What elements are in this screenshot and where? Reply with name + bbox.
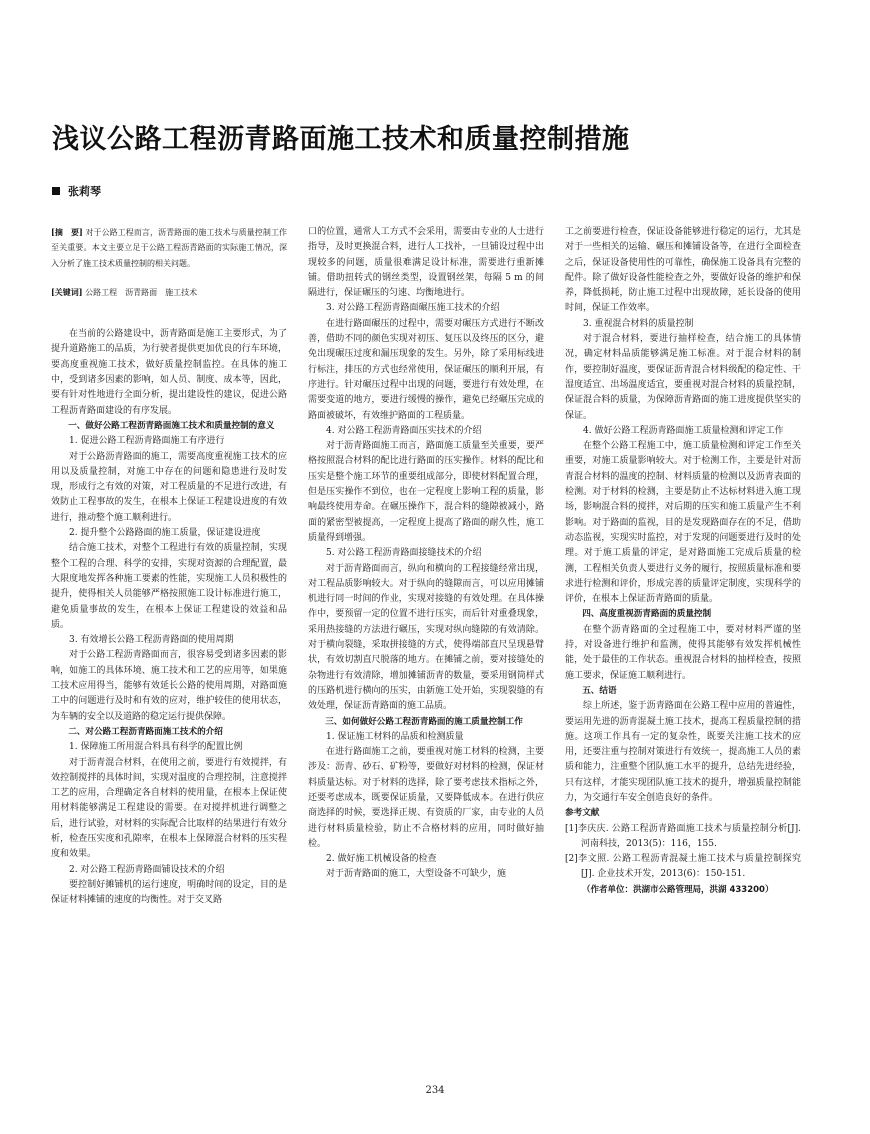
article-author [52, 183, 101, 199]
section-heading: 五、结语 [582, 685, 617, 696]
paragraph: 对于沥青路面施工而言，路面施工质量至关重要，要严格按照混合材料的配比进行路面的压实操作。材料的配比和压实是整个施工环节的重要组成部分，即使材料配置合理，但是压实操作不到位，也在一定程度上影响工程的质量，影响最终使用寿命。在碾压操作下，混合料的缝隙被减小，路面的紧密型被提高，一定程度上提高了路面的耐久性，施工质量得到增强。 [308, 441, 544, 543]
subsection-heading: 3. 对公路工程沥青路面碾压施工技术的介绍 [326, 303, 500, 314]
subsection-heading: 3. 重视混合材料的质量控制 [583, 318, 694, 329]
paragraph: 口的位置，通常人工方式不会采用，需要由专业的人士进行指导，及时更换混合料，进行人工找补，一旦铺设过程中出现较多的问题，质量很难满足设计标准，需要进行重新摊铺。借助扭转式的钢丝类型，设置钢丝架，每隔 5 m 的间隔进行，保证碾压的匀速、均衡地进行。 [308, 227, 544, 299]
paragraph: 要控制好摊铺机的运行速度，明确时间的设定，目的是保证材料摊铺的速度的均衡性。对于交叉路 [51, 879, 287, 906]
subsection-heading: 5. 对公路工程沥青路面接缝技术的介绍 [326, 548, 482, 559]
reference-item: [2]李文照. 公路工程沥青混凝土施工技术与质量控制探究[J]. 企业技术开发，2013(6)：150-151. [565, 854, 801, 880]
paragraph: 结合施工技术，对整个工程进行有效的质量控制，实现整个工程的合理、科学的安排，实现对资源的合理配置，最大限度地发挥各种施工要素的性能，实现施工人员积极性的提升，使得相关人员能够严格按照施工设计标准进行施工，避免质量事故的发生，在根本上保证工程建设的效益和品质。 [51, 543, 287, 630]
references-heading: 参考文献 [565, 808, 600, 819]
subsection-heading: 4. 做好公路工程沥青路面施工质量检测和评定工作 [583, 425, 784, 436]
subsection-heading: 1. 促进公路工程沥青路面施工有序进行 [69, 436, 225, 447]
article-title: 浅议公路工程沥青路面施工技术和质量控制措施 [52, 124, 630, 155]
keywords-label: [关键词] [51, 286, 83, 297]
paragraph: 在整个公路工程施工中，施工质量检测和评定工作至关重要，对施工质量影响较大。对于检测工作，主要是针对沥青混合材料的温度的控制、材料质量的检测以及沥青表面的检测。对于材料的检测，主要是防止不达标材料进入施工现场，影响混合料的搅拌，对后期的压实和施工质量产生不利影响。对于路面的监视，目的是发现路面存在的不足，借助动态监视，实现实时监控，对于发现的问题要进行及时的处理。对于施工质量的评定，是对路面施工完成后质量的检测，工程相关负责人要进行义务的履行，按照质量标准和要求进行检测和评价，形成完善的质量评定制度，实现科学的评价，在根本上保证沥青路面的质量。 [565, 441, 801, 605]
section-heading: 四、高度重视沥青路面的质量控制 [582, 609, 712, 620]
paragraph: 对于沥青混合材料，在使用之前，要进行有效搅拌，有效控制搅拌的具体时间，实现对温度的合理控制，注意搅拌工艺的应用，合理确定各自材料的使用量，在根本上保证使用材料能够满足工程建设的需要。在对搅拌机进行调整之后，进行试验，对材料的实际配合比取样的结果进行有效分析，检查压实度和孔隙率，在根本上保障混合材料的压实程度和效果。 [51, 757, 287, 860]
author-name: 张莉琴 [68, 185, 101, 198]
author-affiliation: （作者单位：洪湖市公路管理局，洪湖 433200） [582, 884, 774, 895]
paragraph: 综上所述，鉴于沥青路面在公路工程中应用的普遍性，要运用先进的沥青混凝土施工技术，提高工程质量控制的措施。这项工作具有一定的复杂性，既要关注施工技术的应用，还要注重与控制对策进行有效统一，提高施工人员的素质和能力，注重整个团队施工水平的提升，总结先进经验，只有这样，才能实现团队施工技术的提升，增强质量控制能力，为交通行车安全创造良好的条件。 [565, 701, 801, 803]
paragraph: 在当前的公路建设中，沥青路面是施工主要形式，为了提升道路施工的品质，为行驶者提供更加优良的行车环境，要高度重视施工技术，做好质量控制监控。在具体的施工中，受到诸多因素的影响，如人员、制度、成本等，因此，要有针对性地进行全面分析，提出建设性的建议，促进公路工程沥青路面建设的有序发展。 [51, 329, 287, 416]
paragraph: 对于沥青路面而言，纵向和横向的工程接缝经常出现，对工程品质影响较大。对于纵向的缝隙而言，可以应用摊铺机进行同一时间的作业，实现对接缝的有效处理。在具体操作中，要预留一定的位置不进行压实，而后针对重叠现象，采用热接缝的方法进行碾压，实现对纵向缝隙的有效清除。对于横向裂缝，采取拼接缝的方式，使得端部直尺呈现悬臂状，有效切割直尺脱落的地方。在摊铺之前，要对接缝处的杂物进行有效清除，增加摊铺沥青的数量，要采用钢筒样式的压路机进行横向的压实，由新施工处开始，实现裂缝的有效处理，保证沥青路面的施工品质。 [308, 563, 544, 712]
text-column-2 [308, 225, 544, 883]
subsection-heading: 2. 对公路工程沥青路面铺设技术的介绍 [69, 864, 225, 875]
author-bullet-icon [52, 187, 60, 195]
paragraph: 工之前要进行检查，保证设备能够进行稳定的运行，尤其是对于一些相关的运输、碾压和摊铺设备等，在进行全面检查之后，保证设备使用性的可靠性，确保施工设备具有完整的配件。除了做好设备性能检查之外，要做好设备的维护和保养，降低损耗，防止施工过程中出现故障，延长设备的使用时间，保证工作效率。 [565, 227, 801, 314]
abstract [51, 225, 287, 271]
subsection-heading: 2. 做好施工机械设备的检查 [326, 854, 437, 865]
subsection-heading: 2. 提升整个公路路面的施工质量，保证建设进度 [69, 528, 261, 539]
abstract-text: 对于公路工程而言，沥青路面的施工技术与质量控制工作至关重要。本文主要立足于公路工程沥青路面的实际施工情况，深入分析了施工技术质量控制的相关问题。 [51, 228, 288, 268]
keywords [51, 285, 287, 300]
text-column-3 [565, 225, 801, 898]
paragraph: 对于公路沥青路面的施工，需要高度重视施工技术的应用以及质量控制，对施工中存在的问题和隐患进行及时发现，形成行之有效的对策，对工程质量的不足进行改进，有效防止工程事故的发生，在根本上保证工程建设进度的有效进行，推动整个施工顺利进行。 [51, 451, 287, 523]
paragraph: 在整个沥青路面的全过程施工中，要对材料严谨的坚持，对设备进行维护和监测，使得其能够有效发挥机械性能，处于最佳的工作状态。重视混合材料的抽样检查，按照施工要求，保证施工顺利进行。 [565, 624, 801, 681]
reference-item: [1]李庆庆. 公路工程沥青路面施工技术与质量控制分析[J]. 河南科技，2013(5)：116，155. [565, 823, 801, 849]
section-heading: 一、做好公路工程沥青路面施工技术和质量控制的意义 [68, 420, 275, 431]
text-column-1 [51, 225, 287, 908]
subsection-heading: 4. 对公路工程沥青路面压实技术的介绍 [326, 425, 482, 436]
abstract-label: [摘 要] [51, 227, 83, 237]
keywords-text: 公路工程 沥青路面 施工技术 [85, 287, 198, 297]
paragraph: 在进行路面碾压的过程中，需要对碾压方式进行不断改善，借助不同的颜色实现对初压、复压以及终压的区分，避免出现碾压过度和漏压现象的发生。另外，除了采用标线进行标注，排压的方式也经常使用，保证碾压的顺利开展，有序进行。针对碾压过程中出现的问题，要进行有效处理，在需要变道的地方，要进行缓慢的操作，避免已经碾压完成的路面被破坏，有效维护路面的工程质量。 [308, 318, 544, 421]
subsection-heading: 3. 有效增长公路工程沥青路面的使用周期 [69, 635, 234, 646]
section-heading: 三、如何做好公路工程沥青路面的施工质量控制工作 [325, 716, 523, 727]
section-heading: 二、对公路工程沥青路面施工技术的介绍 [68, 726, 223, 737]
paragraph: 对于沥青路面的施工，大型设备不可缺少，施 [326, 869, 507, 880]
paragraph: 对于公路工程沥青路面而言，很容易受到诸多因素的影响，如施工的具体环境、施工技术和工艺的应用等，如果施工技术应用得当，能够有效延长公路的使用周期，对路面施工中的问题进行及时和有效的应对，维护较佳的使用状态，为车辆的安全以及道路的稳定运行提供保障。 [51, 650, 287, 722]
paragraph: 对于混合材料，要进行抽样检查，结合施工的具体情况，确定材料品质能够满足施工标准。对于混合材料的制作，要控制好温度，要保证沥青混合材料级配的稳定性、干湿度适宜、出场温度适宜，要重视对混合材料的质量控制，保证混合料的质量，为保障沥青路面的施工进度提供坚实的保证。 [565, 334, 801, 421]
page-number: 234 [425, 1085, 445, 1096]
subsection-heading: 1. 保障施工所用混合料具有科学的配置比例 [69, 742, 243, 753]
paragraph: 在进行路面施工之前，要重视对施工材料的检测，主要涉及：沥青、砂石、矿粉等，要做好对材料的检测，保证材料质量达标。对于材料的选择，除了要考虑技术指标之外，还要考虑成本，既要保证质量，又要降低成本。在进行供应商选择的时候，要选择正规、有资质的厂家，由专业的人员进行材料质量检验，防止不合格材料的应用，同时做好抽检。 [308, 747, 544, 849]
subsection-heading: 1. 保证施工材料的品质和检测质量 [326, 731, 464, 742]
